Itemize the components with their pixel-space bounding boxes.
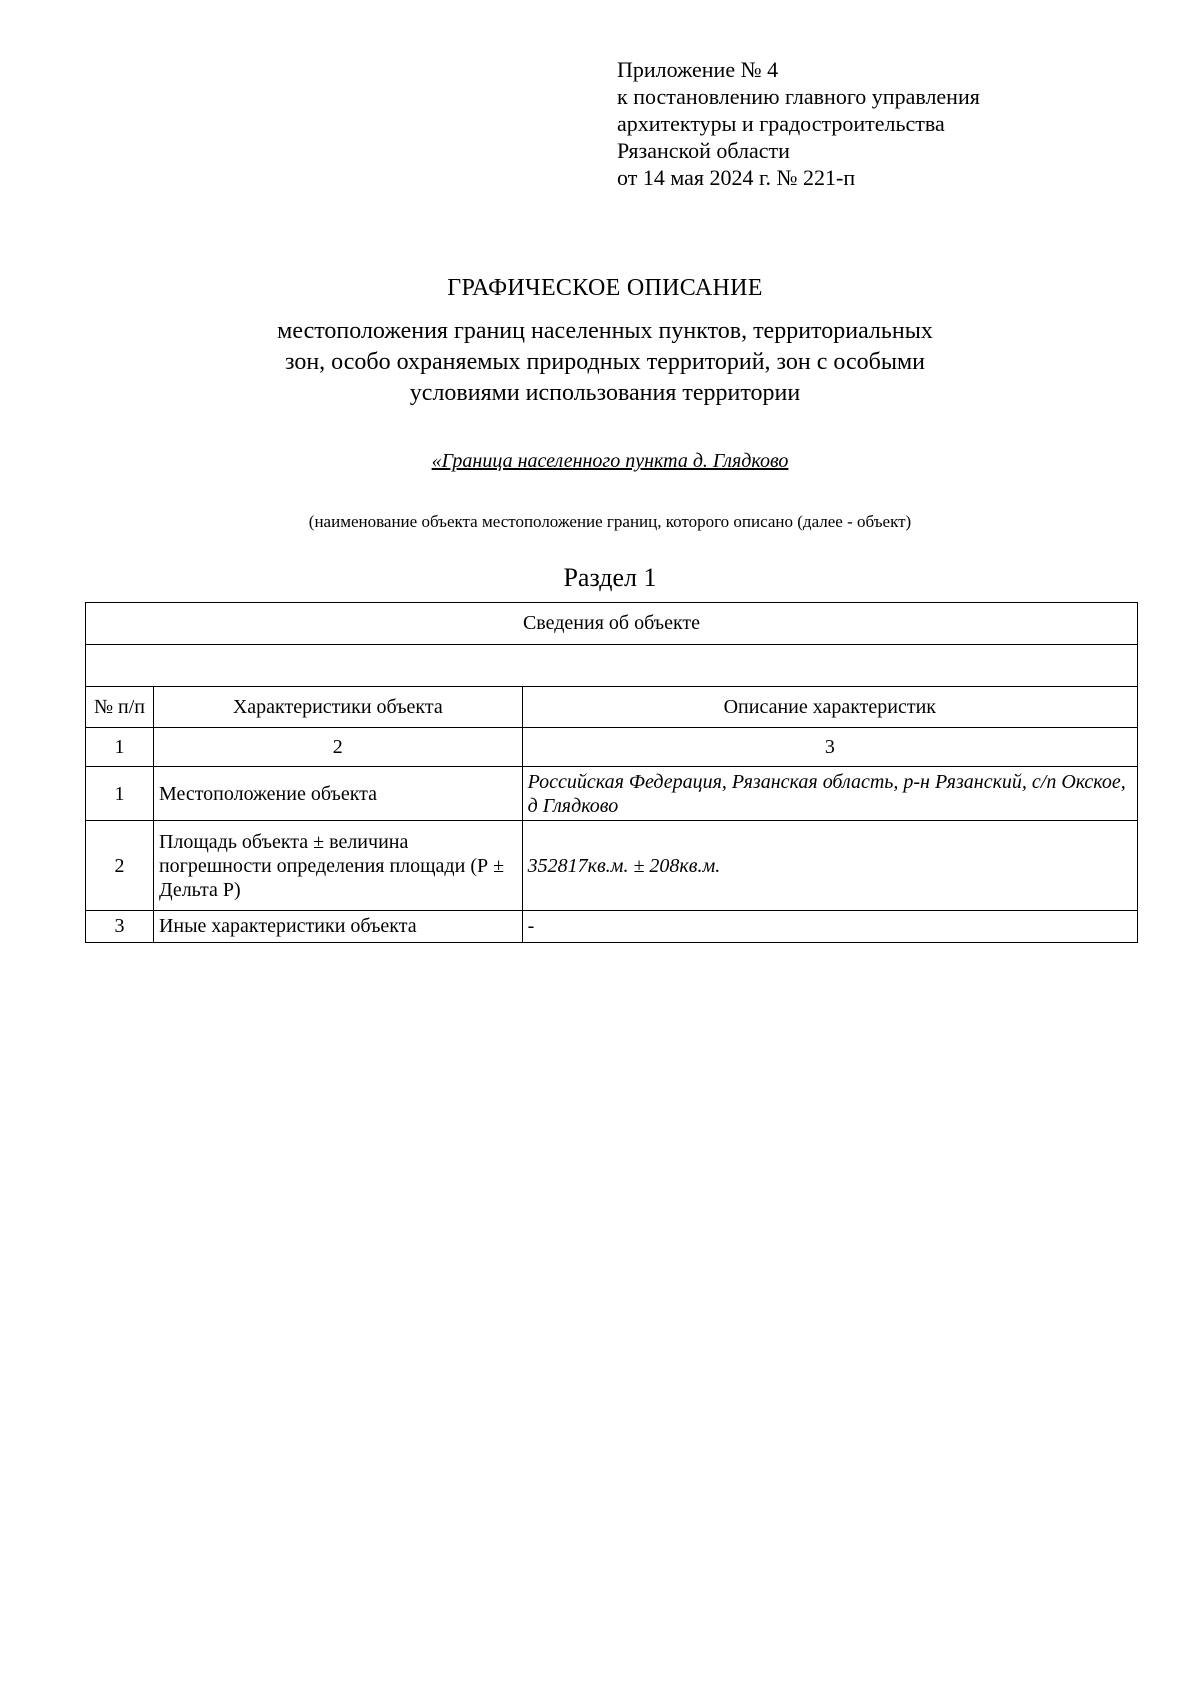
table-header-row <box>86 687 1138 728</box>
document-subtitle <box>0 316 1200 409</box>
column-number: 2 <box>153 728 522 767</box>
row-number: 1 <box>86 767 154 821</box>
appendix-line: Приложение № 4 <box>617 57 779 82</box>
document-title: ГРАФИЧЕСКОЕ ОПИСАНИЕ <box>447 275 763 301</box>
row-number: 3 <box>86 911 154 943</box>
appendix-line: от 14 мая 2024 г. № 221-п <box>617 165 856 190</box>
subtitle-line: зон, особо охраняемых природных территорий, зон с особыми <box>284 349 926 375</box>
table-row <box>86 821 1138 911</box>
appendix-line: Рязанской области <box>617 138 790 163</box>
header-number: № п/п <box>86 687 154 728</box>
appendix-line: архитектуры и градостроительства <box>617 111 945 136</box>
table-caption: Сведения об объекте <box>86 603 1138 645</box>
row-characteristic: Местоположение объекта <box>153 767 522 821</box>
table-caption-row <box>86 603 1138 645</box>
table-row <box>86 911 1138 943</box>
column-number: 1 <box>86 728 154 767</box>
column-number: 3 <box>522 728 1137 767</box>
appendix-line: к постановлению главного управления <box>617 84 980 109</box>
object-name: «Граница населенного пункта д. Глядково <box>431 450 789 472</box>
subtitle-line: условиями использования территории <box>409 380 801 406</box>
table-row <box>86 767 1138 821</box>
object-info-table <box>85 602 1138 943</box>
subtitle-line: местоположения границ населенных пунктов, территориальных <box>277 318 933 344</box>
header-description: Описание характеристик <box>522 687 1137 728</box>
row-characteristic: Иные характеристики объекта <box>153 911 522 943</box>
row-number: 2 <box>86 821 154 911</box>
empty-cell <box>86 645 1138 687</box>
appendix-block <box>617 56 980 191</box>
row-description: 352817кв.м. ± 208кв.м. <box>522 821 1137 911</box>
section-title: Раздел 1 <box>563 563 657 592</box>
object-name-caption: (наименование объекта местоположение границ, которого описано (далее - объект) <box>308 512 912 531</box>
table-empty-row <box>86 645 1138 687</box>
column-numbers-row <box>86 728 1138 767</box>
row-description: Российская Федерация, Рязанская область, р-н Рязанский, с/п Окское, д Глядково <box>522 767 1137 821</box>
row-characteristic: Площадь объекта ± величина погрешности определения площади (Р ± Дельта Р) <box>153 821 522 911</box>
header-characteristic: Характеристики объекта <box>153 687 522 728</box>
row-description: - <box>522 911 1137 943</box>
